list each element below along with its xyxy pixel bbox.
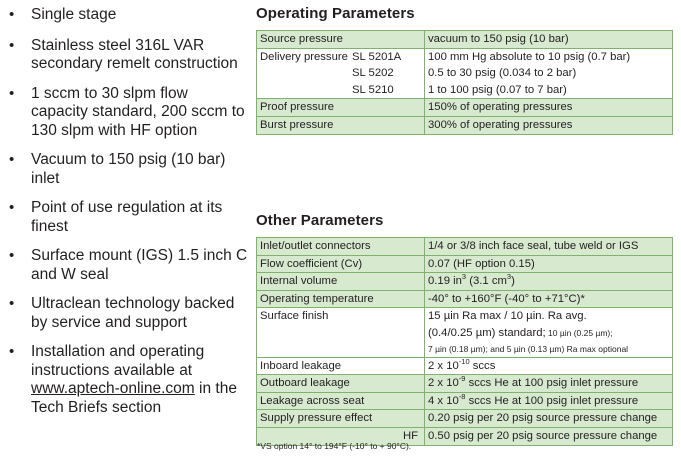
list-item: • Ultraclean technology backed by service and support xyxy=(9,295,235,331)
bullet-icon: • xyxy=(9,6,15,23)
table-row: HF 0.50 psig per 20 psig source pressure change xyxy=(257,427,673,445)
feature-list xyxy=(8,6,248,417)
other-parameters-title: Other Parameters xyxy=(256,212,384,229)
bullet-icon: • xyxy=(9,247,15,264)
list-item: • Point of use regulation at its finest xyxy=(9,199,223,235)
bullet-icon: • xyxy=(9,199,15,216)
bullet-icon: • xyxy=(9,36,15,54)
bullet-icon: • xyxy=(9,343,15,360)
table-row: Surface finish 15 µin Ra max / 10 µin. Ra avg. (0.4/0.25 µm) standard; 10 µin (0.25 µm); 7 µin (0.18 µm); and 5 µin (0.13 µm) Ra max optional xyxy=(257,308,673,357)
table-row: Source pressure vacuum to 150 psig (10 bar) xyxy=(257,31,673,49)
table-row: Burst pressure 300% of operating pressures xyxy=(257,116,673,134)
list-item: • Surface mount (IGS) 1.5 inch C and W seal xyxy=(9,247,248,283)
table-row: Supply pressure effect 0.20 psig per 20 psig source pressure change xyxy=(257,410,673,428)
operating-parameters-table xyxy=(256,30,673,135)
table-row: Delivery pressure SL 5201A SL 5202 SL 5210 100 mm Hg absolute to 10 psig (0.7 bar) 0.5 to 30 psig (0.034 to 2 bar) 1 to 100 psig (0.07 to 7 bar) xyxy=(257,48,673,99)
table-row: Outboard leakage 2 x $10^{-9}$ sccs He at 100 psig inlet pressure xyxy=(257,375,673,393)
bullet-icon: • xyxy=(9,84,15,102)
list-item: • Single stage xyxy=(9,6,117,23)
list-item: • Vacuum to 150 psig (10 bar) inlet xyxy=(9,151,226,187)
bullet-icon: • xyxy=(9,151,15,168)
list-item: • Installation and operating instructions available at www.aptech-online.com in the Tech Briefs section xyxy=(9,343,237,416)
list-item: • 1 sccm to 30 slpm flow capacity standard, 200 sccm to 130 slpm with HF option xyxy=(9,84,245,139)
list-item: • Stainless steel 316L VAR secondary remelt construction xyxy=(9,36,238,72)
operating-parameters-title: Operating Parameters xyxy=(256,5,415,22)
bullet-icon: • xyxy=(9,295,15,312)
table-row: Operating temperature -40° to +160°F (-40° to +71°C)* xyxy=(257,290,673,308)
table-row: Leakage across seat 4 x $10^{-8}$ sccs He at 100 psig inlet pressure xyxy=(257,392,673,410)
table-row: Proof pressure 150% of operating pressures xyxy=(257,99,673,117)
table-row: Flow coefficient (Cv) 0.07 (HF option 0.15) xyxy=(257,255,673,273)
footnote: *VS option 14° to 194°F (-10° to + 90°C). xyxy=(257,441,412,451)
table-row: Inlet/outlet connectors 1/4 or 3/8 inch face seal, tube weld or IGS xyxy=(257,238,673,256)
website-link[interactable]: www.aptech-online.com xyxy=(31,380,195,397)
table-row: Internal volume 0.19 $in^3$ (3.1 $cm^3$) xyxy=(257,273,673,291)
table-row: Inboard leakage 2 x $10^{-10}$ sccs xyxy=(257,357,673,375)
other-parameters-table xyxy=(256,237,673,446)
